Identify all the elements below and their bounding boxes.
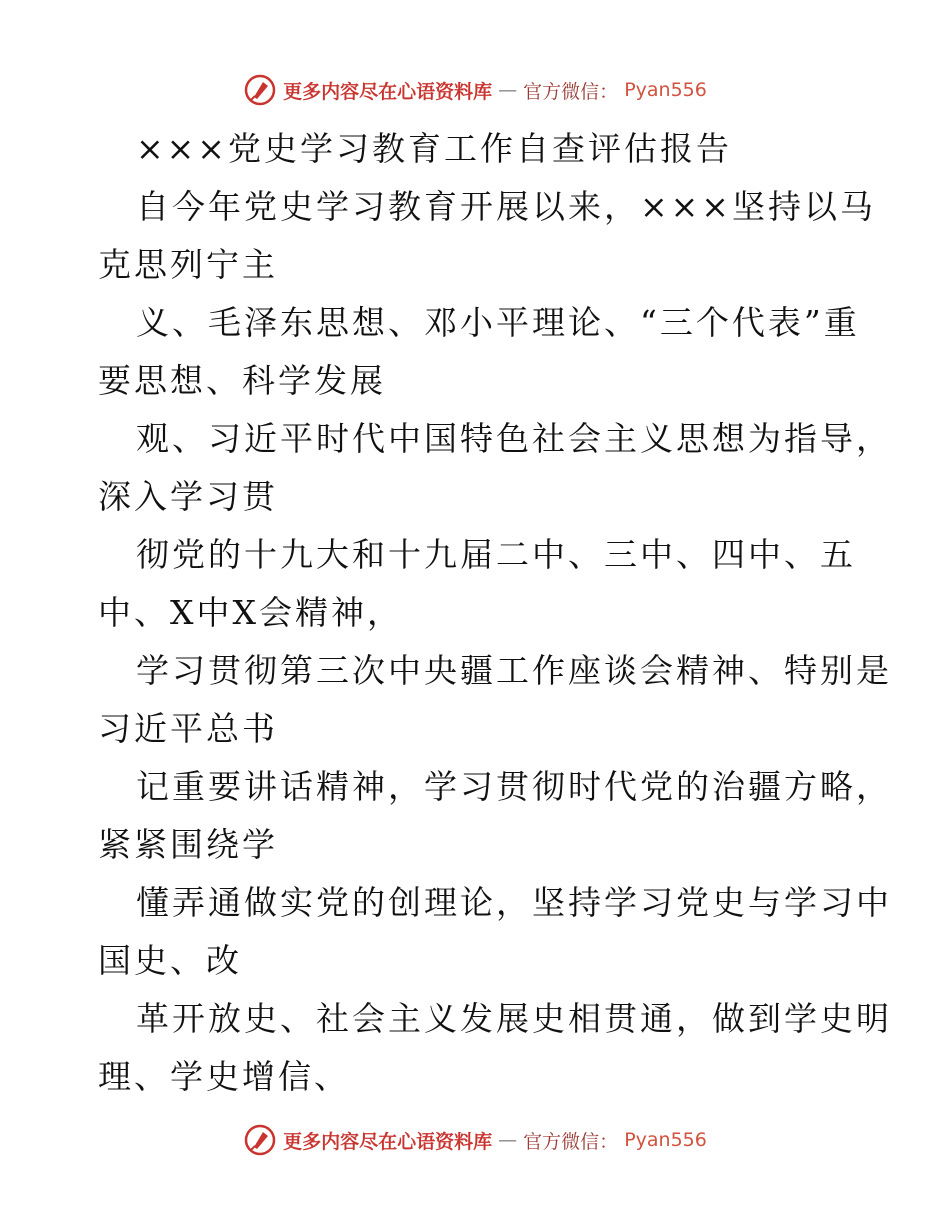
footer-watermark [0, 1120, 950, 1160]
watermark-label: 官方微信： [523, 1130, 619, 1153]
watermark-account-id: Pyan556 [624, 79, 707, 101]
document-line: 中、X中X会精神， [98, 593, 403, 632]
document-line: 克思列宁主 [98, 245, 278, 284]
document-line: 革开放史、社会主义发展史相贯通，做到学史明 [136, 999, 892, 1038]
document-line: 懂弄通做实党的创理论，坚持学习党史与学习中 [136, 883, 892, 922]
document-line: 记重要讲话精神，学习贯彻时代党的治疆方略， [136, 767, 892, 806]
document-line: 自今年党史学习教育开展以来，×××坚持以马 [136, 187, 876, 226]
watermark-account-id: Pyan556 [624, 1129, 707, 1151]
document-line: 观、习近平时代中国特色社会主义思想为指导， [136, 419, 892, 458]
header-watermark [0, 70, 950, 110]
document-line: 深入学习贯 [98, 477, 278, 516]
document-line: 学习贯彻第三次中央疆工作座谈会精神、特别是 [136, 651, 892, 690]
watermark-main-text: 更多内容尽在心语资料库 [283, 80, 493, 103]
document-line: 国史、改 [98, 941, 242, 980]
watermark-separator: — [498, 1129, 518, 1151]
document-line: 义、毛泽东思想、邓小平理论、“三个代表”重 [136, 303, 860, 342]
watermark-label: 官方微信： [523, 80, 619, 103]
document-line: 彻党的十九大和十九届二中、三中、四中、五 [136, 535, 856, 574]
document-line: 习近平总书 [98, 709, 278, 748]
watermark-main-text: 更多内容尽在心语资料库 [283, 1130, 493, 1153]
document-line: 紧紧围绕学 [98, 825, 278, 864]
document-line: 理、学史增信、 [98, 1057, 350, 1096]
watermark-separator: — [498, 79, 518, 101]
document-title: ×××党史学习教育工作自查评估报告 [136, 129, 732, 168]
pen-nib-logo-icon [243, 73, 277, 107]
pen-nib-logo-icon [243, 1123, 277, 1157]
document-body [98, 120, 892, 1106]
document-line: 要思想、科学发展 [98, 361, 386, 400]
